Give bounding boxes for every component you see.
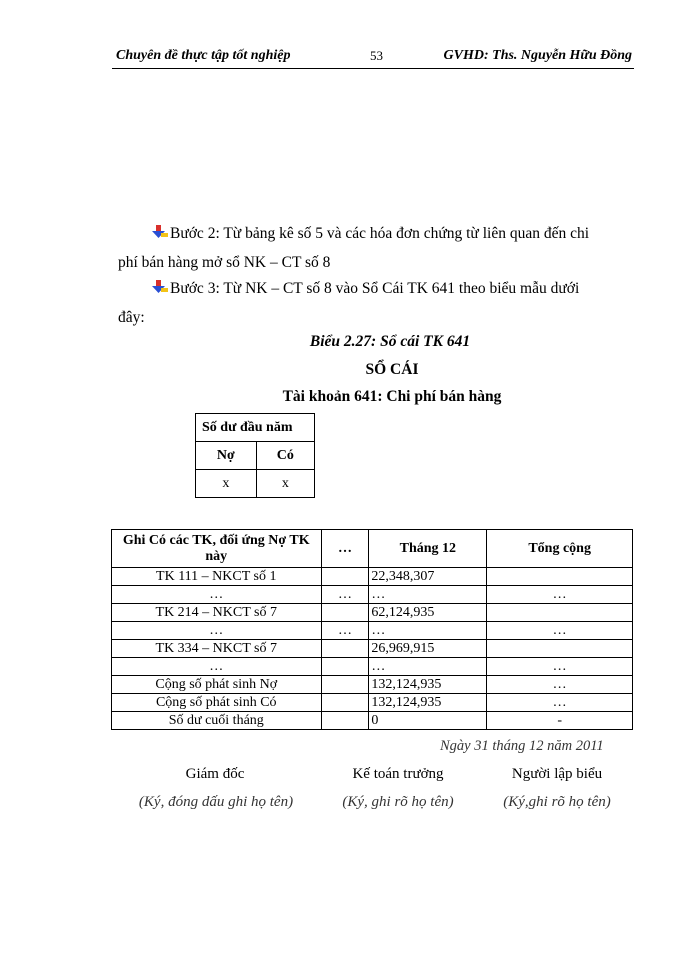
- row-account: TK 334 – NKCT số 7: [112, 640, 322, 658]
- row-month-value: 0: [369, 712, 487, 730]
- opening-balance-header: Số dư đầu năm: [196, 414, 315, 442]
- row-total: …: [487, 622, 633, 640]
- row-account: Số dư cuối tháng: [112, 712, 322, 730]
- table-row: [112, 694, 633, 712]
- row-ellipsis: …: [321, 586, 369, 604]
- signature-note-director: (Ký, đóng dấu ghi họ tên): [138, 794, 294, 810]
- date-line: Ngày 31 tháng 12 năm 2011: [440, 738, 604, 754]
- paragraph-step-3: [118, 274, 634, 332]
- row-total: …: [487, 586, 633, 604]
- row-total: -: [487, 712, 633, 730]
- row-account: TK 111 – NKCT số 1: [112, 568, 322, 586]
- row-total: …: [487, 694, 633, 712]
- arrow-bullet-icon: [152, 280, 168, 294]
- table-row: [112, 658, 633, 676]
- debit-label: Nợ: [196, 442, 257, 470]
- table-row: [112, 622, 633, 640]
- row-month-value: 26,969,915: [369, 640, 487, 658]
- row-ellipsis: [321, 640, 369, 658]
- step-2-line-2: phí bán hàng mở sổ NK – CT số 8: [118, 254, 331, 271]
- row-total: …: [487, 676, 633, 694]
- row-ellipsis: [321, 676, 369, 694]
- credit-label: Có: [256, 442, 314, 470]
- row-ellipsis: [321, 658, 369, 676]
- table-row: [112, 568, 633, 586]
- table-row: [112, 712, 633, 730]
- row-ellipsis: [321, 694, 369, 712]
- ledger-header-row: [112, 530, 633, 568]
- row-month-value: …: [369, 622, 487, 640]
- row-account: …: [112, 658, 322, 676]
- row-account: Cộng số phát sinh Có: [112, 694, 322, 712]
- page-number: 53: [370, 48, 383, 63]
- account-title: Tài khoản 641: Chi phí bán hàng: [282, 388, 502, 405]
- credit-value: x: [256, 470, 314, 498]
- table-row: [112, 676, 633, 694]
- figure-title: Biểu 2.27: Sổ cái TK 641: [309, 333, 471, 350]
- row-month-value: …: [369, 658, 487, 676]
- ledger-table: [111, 529, 633, 730]
- header-supervisor: GVHD: Ths. Nguyễn Hữu Đồng: [443, 48, 632, 63]
- table-row: [112, 586, 633, 604]
- step-3-line-1: Bước 3: Từ NK – CT số 8 vào Sổ Cái TK 641 theo biểu mẫu dưới: [170, 280, 580, 297]
- row-ellipsis: [321, 712, 369, 730]
- row-total: [487, 604, 633, 622]
- step-2-line-1: Bước 2: Từ bảng kê số 5 và các hóa đơn chứng từ liên quan đến chi: [170, 225, 590, 242]
- signature-note-chief-accountant: (Ký, ghi rõ họ tên): [342, 794, 454, 810]
- page-header: [112, 46, 634, 69]
- row-account: Cộng số phát sinh Nợ: [112, 676, 322, 694]
- row-ellipsis: [321, 568, 369, 586]
- opening-balance-table: [195, 413, 315, 498]
- step-3-line-2: đây:: [118, 309, 145, 326]
- paragraph-step-2: [118, 219, 634, 277]
- header-course-title: Chuyên đề thực tập tốt nghiệp: [116, 48, 291, 63]
- table-row: [112, 640, 633, 658]
- signature-note-preparer: (Ký,ghi rõ họ tên): [503, 794, 611, 810]
- signature-title-director: Giám đốc: [185, 766, 245, 782]
- row-account: …: [112, 586, 322, 604]
- debit-value: x: [196, 470, 257, 498]
- row-account: TK 214 – NKCT số 7: [112, 604, 322, 622]
- row-month-value: 132,124,935: [369, 694, 487, 712]
- row-month-value: 132,124,935: [369, 676, 487, 694]
- ledger-title: SỔ CÁI: [365, 361, 419, 378]
- arrow-bullet-icon: [152, 225, 168, 239]
- col-header-ellipsis: …: [321, 530, 369, 568]
- row-total: [487, 568, 633, 586]
- col-header-account: Ghi Có các TK, đối ứng Nợ TK này: [112, 530, 322, 568]
- row-month-value: …: [369, 586, 487, 604]
- row-month-value: 62,124,935: [369, 604, 487, 622]
- signature-title-chief-accountant: Kế toán trưởng: [352, 766, 444, 782]
- row-ellipsis: …: [321, 622, 369, 640]
- col-header-month: Tháng 12: [369, 530, 487, 568]
- signature-title-preparer: Người lập biểu: [511, 766, 603, 782]
- row-ellipsis: [321, 604, 369, 622]
- row-total: [487, 640, 633, 658]
- row-account: …: [112, 622, 322, 640]
- row-total: …: [487, 658, 633, 676]
- table-row: [112, 604, 633, 622]
- row-month-value: 22,348,307: [369, 568, 487, 586]
- col-header-total: Tổng cộng: [487, 530, 633, 568]
